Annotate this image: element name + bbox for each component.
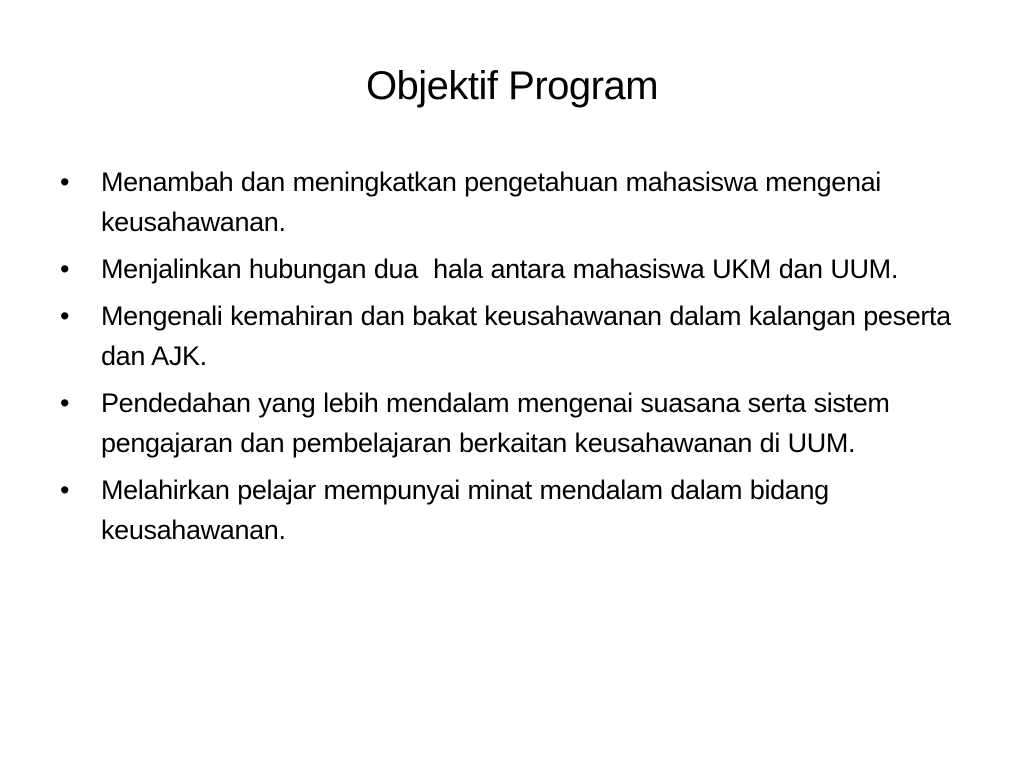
- list-item: [60, 383, 970, 463]
- list-item: [60, 470, 970, 550]
- bullet-icon: •: [60, 167, 70, 197]
- bullet-text: Menjalinkan hubungan dua hala antara mahasiswa UKM dan UUM.: [101, 254, 898, 284]
- bullet-text: Melahirkan pelajar mempunyai minat mendalam dalam bidang keusahawanan.: [101, 475, 837, 545]
- bullet-text: Mengenali kemahiran dan bakat keusahawanan dalam kalangan peserta dan AJK.: [101, 301, 959, 371]
- bullet-icon: •: [60, 388, 70, 418]
- list-item: [60, 162, 970, 242]
- bullet-icon: •: [60, 475, 70, 505]
- bullet-icon: •: [60, 254, 70, 284]
- slide-title: Objektif Program: [365, 64, 659, 108]
- bullet-icon: •: [60, 301, 70, 331]
- list-item: [60, 249, 970, 289]
- bullet-text: Menambah dan meningkatkan pengetahuan mahasiswa mengenai keusahawanan.: [101, 167, 889, 237]
- bullet-list: [60, 162, 970, 557]
- list-item: [60, 296, 970, 376]
- bullet-text: Pendedahan yang lebih mendalam mengenai suasana serta sistem pengajaran dan pembelajaran berkaitan keusahawanan di UUM.: [101, 388, 898, 458]
